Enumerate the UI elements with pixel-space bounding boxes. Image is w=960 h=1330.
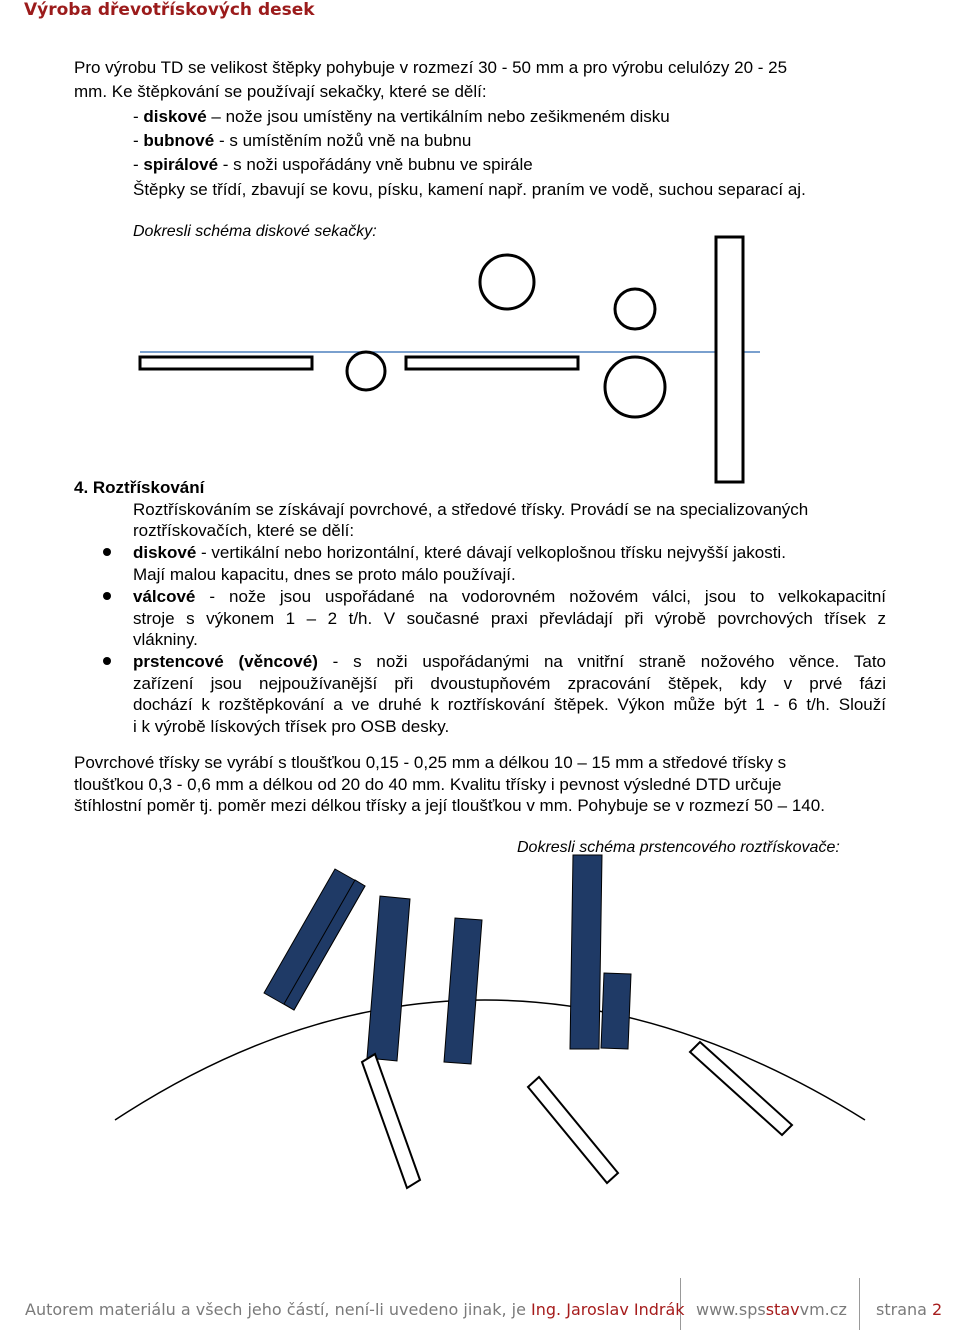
chipper-type-drum: - bubnové - s umístěním nožů vně na bubnu (133, 131, 472, 150)
footer-page-number: strana 2 (876, 1300, 943, 1319)
holder-3 (690, 1042, 792, 1135)
ring-flaker-schema (115, 855, 865, 1188)
section-4-heading: 4. Roztřískování (74, 478, 205, 497)
section-4-lead-1: Roztřískováním se získávají povrchové, a středové třísky. Provádí se na specializovaných (133, 500, 809, 519)
flaker-type-disc-line-2: Mají malou kapacitu, dnes se proto málo používají. (133, 565, 516, 584)
paragraph-chips-1: Povrchové třísky se vyrábí s tloušťkou 0,15 - 0,25 mm a délkou 10 – 15 mm a středové třísky s (74, 753, 787, 772)
flaker-type-disc: diskové - vertikální nebo horizontální, které dávají velkoplošnou třísku nejvyšší jakosti. (133, 543, 786, 562)
task-ring-flaker: Dokresli schéma prstencového roztřískovače: (517, 839, 840, 856)
feed-bar-right (406, 357, 578, 369)
paragraph-chips-3: štíhlostní poměr tj. poměr mezi délkou třísky a její tloušťkou v mm. Pohybuje se v rozmezí 50 – 140. (74, 796, 825, 815)
ring-knife-3 (444, 918, 482, 1064)
feed-bar-left (140, 357, 312, 369)
intro-line-2: mm. Ke štěpkování se používají sekačky, které se dělí: (74, 82, 487, 101)
ring-knife-2 (367, 896, 410, 1061)
disc-chipper-schema (140, 237, 760, 482)
bullet-icon (103, 657, 111, 665)
paragraph-chips-2: tloušťkou 0,3 - 0,6 mm a délkou od 20 do 40 mm. Kvalitu třísky i pevnost výsledné DTD určuje (74, 775, 782, 794)
holder-2 (528, 1077, 618, 1183)
sorting-text: Štěpky se třídí, zbavují se kovu, písku, kamení např. praním ve vodě, suchou separací aj. (133, 180, 806, 199)
bullet-icon (103, 548, 111, 556)
roller-bottom-left (347, 352, 385, 390)
flaker-type-cylinder: válcové - nože jsou uspořádané na vodorovném nožovém válci, jsou to velkokapacitní stroje s výkonem 1 – 2 t/h. V současné praxi převládají při výrobě povrchových třísek z vlákniny. (133, 587, 886, 650)
cutting-disc (716, 237, 743, 482)
intro-line-1: Pro výrobu TD se velikost štěpky pohybuje v rozmezí 30 - 50 mm a pro výrobu celulózy 20 - 25 (74, 58, 788, 77)
section-4-lead-2: roztřískovačích, které se dělí: (133, 521, 355, 540)
document-header: Výroba dřevotřískových desek (24, 0, 315, 20)
chipper-type-spiral: - spirálové - s noži uspořádány vně bubnu ve spirále (133, 155, 533, 174)
ring-knife-4 (570, 855, 602, 1049)
footer-website[interactable]: www.spsstavvm.cz (696, 1300, 847, 1319)
footer-divider (859, 1278, 860, 1330)
roller-top-left (480, 255, 534, 309)
footer-credit: Autorem materiálu a všech jeho částí, není-li uvedeno jinak, je Ing. Jaroslav Indrák (25, 1300, 685, 1319)
chipper-type-disc: - diskové – nože jsou umístěny na vertikálním nebo zešikmeném disku (133, 107, 670, 126)
bullet-icon (103, 592, 111, 600)
roller-bottom-right (605, 357, 665, 417)
flaker-type-ring: prstencové (věncové) - s noži uspořádanými na vnitřní straně nožového věnce. Tato zařízení jsou nejpoužívanější při dvoustupňovém zpracování štěpek, kdy v prvé fázi dochází k rozštěpkování a ve druhé k roztřískování štěpek. Výkon může být 1 - 6 t/h. Slouží i k výrobě lískových třísek pro OSB desky. (133, 652, 886, 736)
roller-top-right (615, 289, 655, 329)
holder-1 (362, 1054, 420, 1188)
task-disc-chipper: Dokresli schéma diskové sekačky: (133, 223, 377, 240)
ring-knife-5 (601, 973, 631, 1049)
